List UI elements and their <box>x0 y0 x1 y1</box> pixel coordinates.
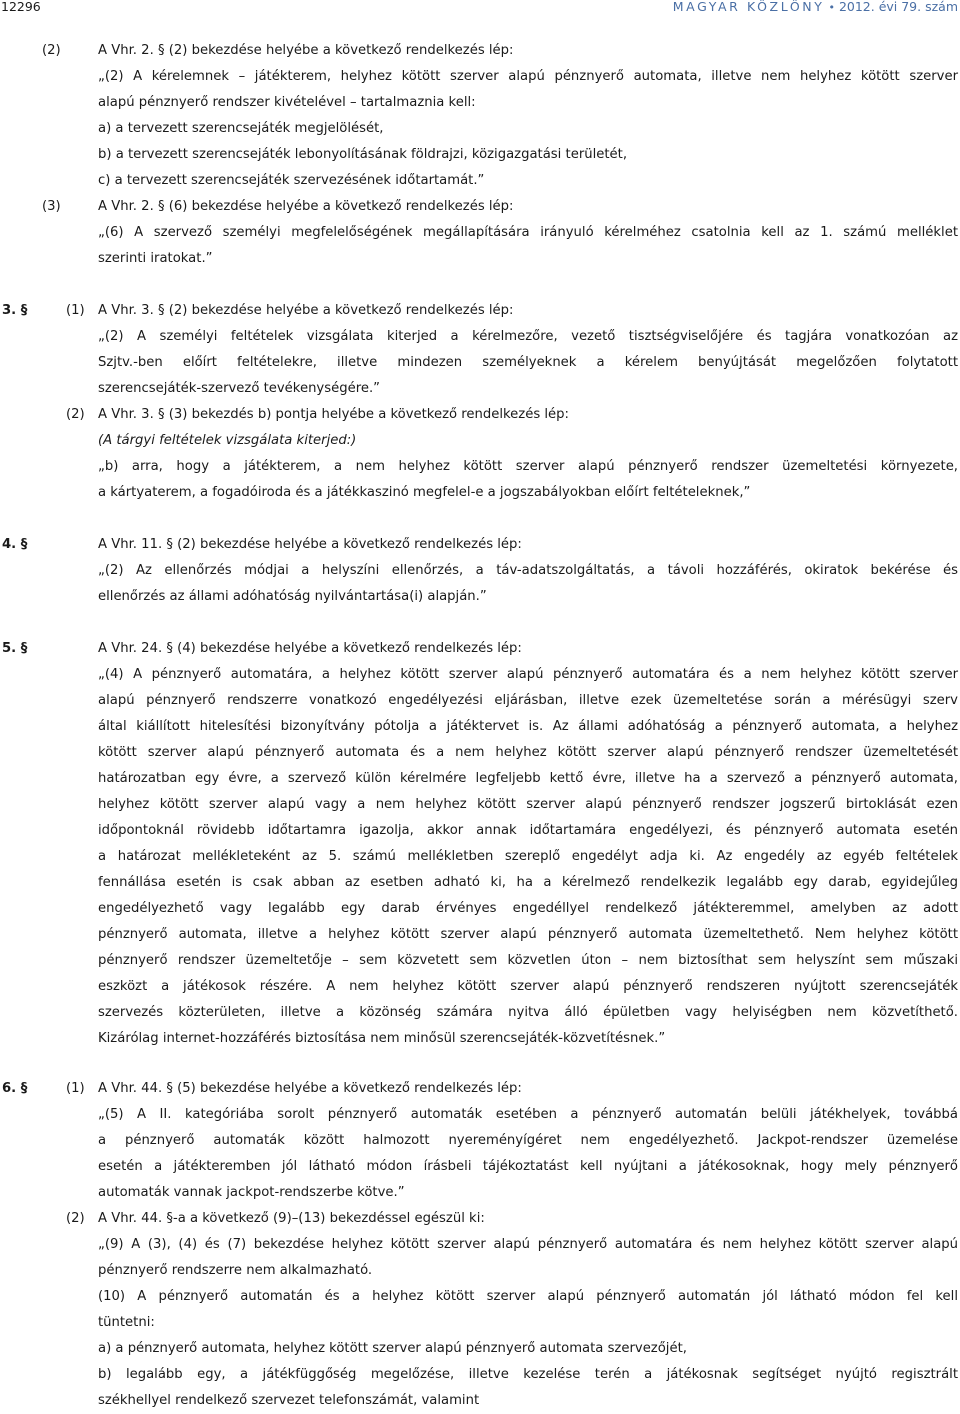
text-line: székhellyel rendelkező szervezet telefonszámát, valamint <box>98 1393 480 1408</box>
paragraph-intro: A Vhr. 2. § (6) bekezdése helyébe a következő rendelkezés lép: <box>98 199 514 214</box>
text-line: által kiállított hitelesítési bizonyítvány pótolja a játéktervet is. Az állami adóhatóság a pénznyerő automata, a helyhez <box>98 719 958 734</box>
paragraph-number: (3) <box>42 199 61 214</box>
text-line: tüntetni: <box>98 1315 155 1330</box>
journal-info <box>673 0 958 15</box>
text-line: c) a tervezett szerencsejáték szervezésének időtartamát.” <box>98 173 485 188</box>
text-line: fennállása esetén is csak abban az esetben adható ki, ha a kérelmező rendelkezik legalább egy darab, egyidejűleg <box>98 875 958 890</box>
bullet-separator: • <box>828 1 835 14</box>
text-line: a határozat mellékleteként az 5. számú mellékletben szereplő engedélyt adja ki. Az engedély az egyéb feltételek <box>98 849 958 864</box>
journal-name: MAGYAR KÖZLÖNY <box>672 0 825 14</box>
text-line: „(9) A (3), (4) és (7) bekezdése helyhez kötött szerver alapú pénznyerő automatára és nem helyhez kötött szerver alapú <box>98 1237 958 1252</box>
paragraph-number: (2) <box>42 43 61 58</box>
text-line: Kizárólag internet-hozzáférés biztosítása nem minősül szerencsejáték-közvetítésnek.” <box>98 1031 666 1046</box>
text-line: időpontoknál rövidebb időtartamra igazolja, akkor annak időtartamára engedélyezi, és pénznyerő automata esetén <box>98 823 958 838</box>
text-line: szerinti iratokat.” <box>98 251 213 266</box>
paragraph-intro: A Vhr. 44. § (5) bekezdése helyébe a következő rendelkezés lép: <box>98 1081 522 1096</box>
paragraph-number: (2) <box>66 1211 85 1226</box>
text-line: pénznyerő automata, illetve a helyhez kötött szerver alapú pénznyerő automata üzemeltethető. Nem helyhez kötött <box>98 927 958 942</box>
section-number: 5. § <box>2 641 28 656</box>
text-line: automaták vannak jackpot-rendszerbe kötve.” <box>98 1185 405 1200</box>
text-line: a) a pénznyerő automata, helyhez kötött szerver alapú pénznyerő automata szervezőjét, <box>98 1341 687 1356</box>
paragraph-number: (1) <box>66 1081 85 1096</box>
italic-context: (A tárgyi feltételek vizsgálata kiterjed:) <box>98 433 357 448</box>
paragraph-intro: A Vhr. 24. § (4) bekezdése helyébe a következő rendelkezés lép: <box>98 641 522 656</box>
paragraph-number: (1) <box>66 303 85 318</box>
section-number: 3. § <box>2 303 28 318</box>
text-line: ellenőrzés az állami adóhatóság nyilvántartása(i) alapján.” <box>98 589 487 604</box>
text-line: (10) A pénznyerő automatán és a helyhez kötött szerver alapú pénznyerő automatán jól látható módon fel kell <box>98 1289 958 1304</box>
text-line: engedélyezhető vagy legalább egy darab érvényes engedéllyel rendelkező játékteremmel, amelyben az adott <box>98 901 958 916</box>
paragraph-intro: A Vhr. 11. § (2) bekezdése helyébe a következő rendelkezés lép: <box>98 537 522 552</box>
text-line: eszközt a játékosok részére. A nem helyhez kötött szerver alapú pénznyerő rendszeren nyújtott szerencsejáték <box>98 979 958 994</box>
page-header <box>0 0 960 14</box>
section-number: 4. § <box>2 537 28 552</box>
text-line: pénznyerő rendszerre nem alkalmazható. <box>98 1263 373 1278</box>
text-line: „(2) Az ellenőrzés módjai a helyszíni ellenőrzés, a táv-adatszolgáltatás, a távoli hozzáférés, okiratok bekérése és <box>98 563 958 578</box>
text-line: a) a tervezett szerencsejáték megjelölését, <box>98 121 384 136</box>
paragraph-intro: A Vhr. 3. § (3) bekezdés b) pontja helyébe a következő rendelkezés lép: <box>98 407 569 422</box>
text-line: határozatban egy évre, a szervező külön kérelmére legfeljebb kettő évre, illetve ha a szervező a pénznyerő automata, <box>98 771 958 786</box>
text-line: „(4) A pénznyerő automatára, a helyhez kötött szerver alapú pénznyerő automatára és a nem helyhez kötött szerver <box>98 667 958 682</box>
text-line: Szjtv.-ben előírt feltételekre, illetve mindezen személyeknek a kérelem benyújtását megelőzően folytatott <box>98 355 958 370</box>
text-line: szervezés közterületen, illetve a közönség számára nyitva álló épületben vagy helyiségben nem közvetíthető. <box>98 1005 958 1020</box>
paragraph-intro: A Vhr. 2. § (2) bekezdése helyébe a következő rendelkezés lép: <box>98 43 514 58</box>
text-line: „(2) A kérelemnek – játékterem, helyhez kötött szerver alapú pénznyerő automata, illetve nem helyhez kötött szerver <box>98 69 958 84</box>
text-line: „(5) A II. kategóriába sorolt pénznyerő automaták esetében a pénznyerő automatán belüli játékhelyek, továbbá <box>98 1107 958 1122</box>
text-line: a pénznyerő automaták között halmozott nyereményígéret nem engedélyezhető. Jackpot-rendszer üzemelése <box>98 1133 958 1148</box>
paragraph-number: (2) <box>66 407 85 422</box>
text-line: „(6) A szervező személyi megfelelőségének megállapítására irányuló kérelméhez csatolnia kell az 1. számú melléklet <box>98 225 958 240</box>
text-line: „b) arra, hogy a játékterem, a nem helyhez kötött szerver alapú pénznyerő rendszer üzemeltetési környezete, <box>98 459 958 474</box>
text-line: „(2) A személyi feltételek vizsgálata kiterjed a kérelmezőre, vezető tisztségviselőjére és tagjára vonatkozóan az <box>98 329 958 344</box>
text-line: pénznyerő rendszer üzemeltetője – sem közvetett sem közvetlen úton – nem biztosíthat sem helyszínt sem műszaki <box>98 953 958 968</box>
text-line: szerencsejáték-szervező tevékenységére.” <box>98 381 380 396</box>
journal-issue: 2012. évi 79. szám <box>838 0 958 14</box>
paragraph-intro: A Vhr. 3. § (2) bekezdése helyébe a következő rendelkezés lép: <box>98 303 514 318</box>
text-line: b) a tervezett szerencsejáték lebonyolításának földrajzi, közigazgatási területét, <box>98 147 628 162</box>
section-number: 6. § <box>2 1081 28 1096</box>
text-line: alapú pénznyerő rendszerre vonatkozó engedélyezési eljárásban, illetve ezek üzemeltetése során a mérésügyi szerv <box>98 693 958 708</box>
text-line: helyhez kötött szerver alapú vagy a nem helyhez kötött szerver alapú pénznyerő rendszer jogszerű birtoklását ezen <box>98 797 958 812</box>
text-line: b) legalább egy, a játékfüggőség megelőzése, illetve kezelése terén a játékosnak segítséget nyújtó regisztrált <box>98 1367 958 1382</box>
text-line: alapú pénznyerő rendszer kivételével – tartalmaznia kell: <box>98 95 476 110</box>
paragraph-intro: A Vhr. 44. §-a a következő (9)–(13) bekezdéssel egészül ki: <box>98 1211 485 1226</box>
text-line: esetén a játékteremben jól látható módon írásbeli tájékoztatást kell nyújtani a játékosoknak, hogy mely pénznyerő <box>98 1159 958 1174</box>
page-number: 12296 <box>1 0 41 14</box>
text-line: a kártyaterem, a fogadóiroda és a játékkaszinó megfelel-e a jogszabályokban előírt feltételeknek,” <box>98 485 751 500</box>
text-line: kötött szerver alapú pénznyerő automata és a nem helyhez kötött szerver alapú pénznyerő rendszer üzemeltetését <box>98 745 958 760</box>
